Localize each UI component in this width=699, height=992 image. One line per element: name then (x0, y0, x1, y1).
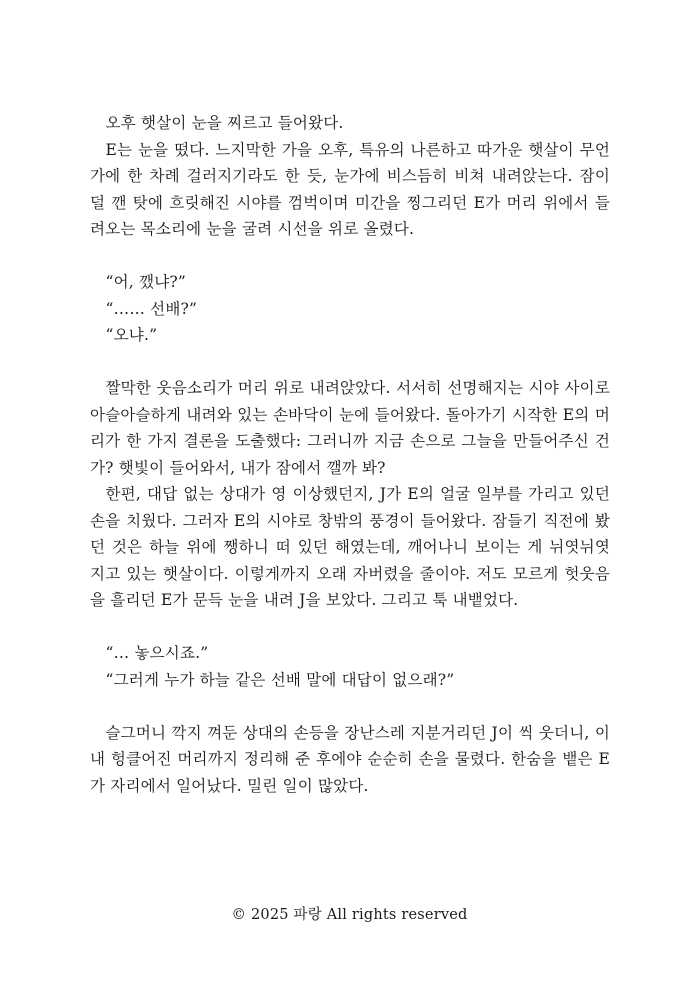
paragraph: 한편, 대답 없는 상대가 영 이상했던지, J가 E의 얼굴 일부를 가리고 있던 손을 치웠다. 그러자 E의 시야로 창밖의 풍경이 들어왔다. 잠들기 직전에 봤던 것은 하늘 위에 쨍하니 떠 있던 해였는데, 깨어나니 보이는 게 뉘엿뉘엿 지고 있는 햇살이다. 이렇게까지 오래 자버렸을 줄이야. 저도 모르게 헛웃음을 흘리던 E가 문득 눈을 내려 J을 보았다. 그리고 툭 내뱉었다. (90, 485, 610, 609)
dialogue-line: “… 놓으시죠.” (105, 644, 209, 662)
dialogue-line: “…… 선배?” (105, 299, 198, 318)
paragraph: 슬그머니 깍지 껴둔 상대의 손등을 장난스레 지분거리던 J이 씩 웃더니, 이내 헝클어진 머리까지 정리해 준 후에야 순순히 손을 물렸다. 한숨을 뱉은 E가 자리에서 일어났다. 밀린 일이 많았다. (90, 723, 610, 795)
dialogue-line: “오냐.” (105, 326, 158, 344)
paragraph: 짤막한 웃음소리가 머리 위로 내려앉았다. 서서히 선명해지는 시야 사이로 아슬아슬하게 내려와 있는 손바닥이 눈에 들어왔다. 돌아가기 시작한 E의 머리가 한 가지 결론을 도출했다: 그러니까 지금 손으로 그늘을 만들어주신 건가? 햇빛이 들어와서, 내가 잠에서 깰까 봐? (90, 379, 610, 477)
dialogue-line: “그러게 누가 하늘 같은 선배 말에 대답이 없으래?” (105, 670, 455, 689)
paragraph: 오후 햇살이 눈을 찌르고 들어왔다. (105, 114, 344, 132)
dialogue-line: “어, 깼냐?” (105, 273, 187, 291)
story-body (90, 110, 610, 799)
paragraph-gap (90, 614, 610, 641)
copyright-footer: © 2025 파랑 All rights reserved (231, 907, 468, 923)
paragraph-gap (90, 693, 610, 720)
paragraph-gap (90, 349, 610, 376)
paragraph: E는 눈을 떴다. 느지막한 가을 오후, 특유의 나른하고 따가운 햇살이 무언가에 한 차례 걸러지기라도 한 듯, 눈가에 비스듬히 비쳐 내려앉는다. 잠이 덜 깬 탓에 흐릿해진 시야를 껌벅이며 미간을 찡그리던 E가 머리 위에서 들려오는 목소리에 눈을 굴려 시선을 위로 올렸다. (90, 140, 610, 238)
paragraph-gap (90, 243, 610, 270)
